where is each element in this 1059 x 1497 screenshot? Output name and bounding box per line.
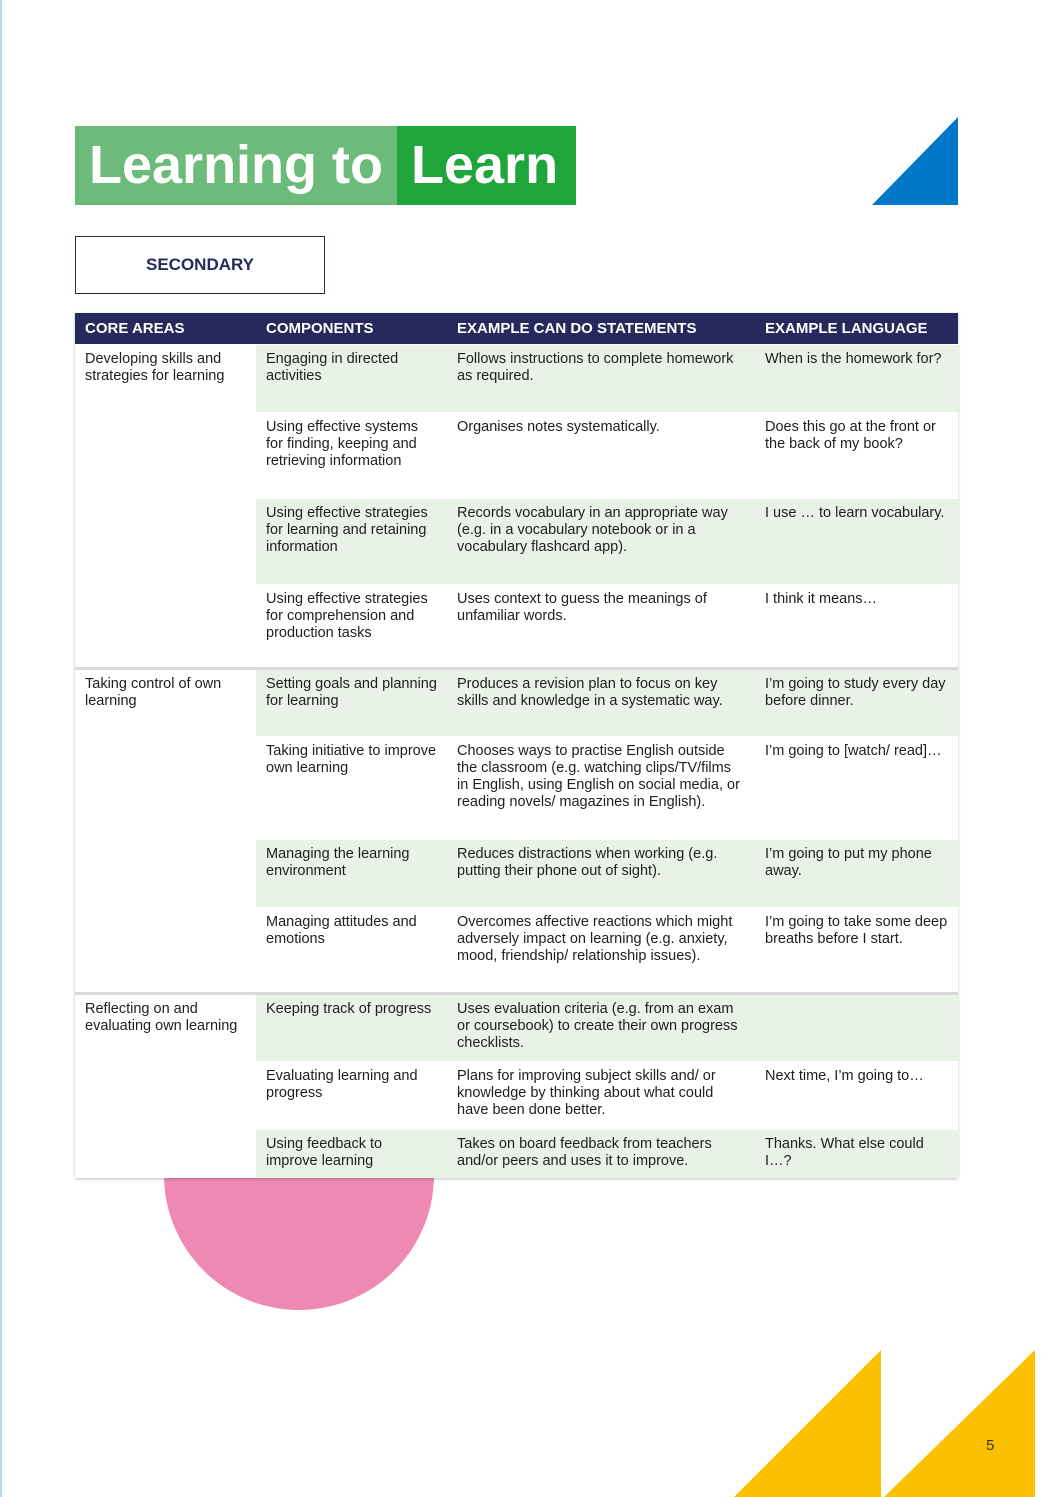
language-cell: I’m going to study every day before dinner.	[755, 669, 958, 737]
language-cell: I’m going to take some deep breaths before I start.	[755, 908, 958, 994]
statement-cell: Follows instructions to complete homework as required.	[447, 345, 755, 413]
header-components: COMPONENTS	[256, 313, 447, 345]
statement-cell: Uses context to guess the meanings of unfamiliar words.	[447, 585, 755, 669]
table-row	[75, 669, 958, 737]
core-area-cell: Taking control of own learning	[75, 669, 256, 994]
core-area-cell: Developing skills and strategies for learning	[75, 345, 256, 669]
language-cell: I’m going to [watch/ read]…	[755, 737, 958, 840]
blue-triangle-decoration	[872, 117, 958, 205]
component-cell: Setting goals and planning for learning	[256, 669, 447, 737]
header-core-areas: CORE AREAS	[75, 313, 256, 345]
statement-cell: Takes on board feedback from teachers and/or peers and uses it to improve.	[447, 1130, 755, 1178]
statement-cell: Produces a revision plan to focus on key skills and knowledge in a systematic way.	[447, 669, 755, 737]
table-row	[75, 994, 958, 1062]
core-area-cell: Reflecting on and evaluating own learning	[75, 994, 256, 1178]
language-cell: Thanks. What else could I…?	[755, 1130, 958, 1178]
component-cell: Keeping track of progress	[256, 994, 447, 1062]
component-cell: Using effective strategies for learning and retaining information	[256, 499, 447, 585]
statement-cell: Organises notes systematically.	[447, 413, 755, 499]
statement-cell: Reduces distractions when working (e.g. putting their phone out of sight).	[447, 840, 755, 908]
header-can-do-statements: EXAMPLE CAN DO STATEMENTS	[447, 313, 755, 345]
language-cell: Next time, I’m going to…	[755, 1062, 958, 1130]
yellow-triangles-decoration	[734, 1350, 1035, 1497]
component-cell: Managing attitudes and emotions	[256, 908, 447, 994]
page-edge-line	[0, 0, 2, 1497]
component-cell: Managing the learning environment	[256, 840, 447, 908]
language-cell: I use … to learn vocabulary.	[755, 499, 958, 585]
component-cell: Using effective strategies for comprehension and production tasks	[256, 585, 447, 669]
language-cell: When is the homework for?	[755, 345, 958, 413]
language-cell	[755, 994, 958, 1062]
component-cell: Taking initiative to improve own learning	[256, 737, 447, 840]
level-label: SECONDARY	[75, 236, 325, 294]
statement-cell: Chooses ways to practise English outside the classroom (e.g. watching clips/TV/films in English, using English on social media, or reading novels/ magazines in English).	[447, 737, 755, 840]
statement-cell: Plans for improving subject skills and/ or knowledge by thinking about what could have been done better.	[447, 1062, 755, 1130]
statement-cell: Uses evaluation criteria (e.g. from an exam or coursebook) to create their own progress checklists.	[447, 994, 755, 1062]
component-cell: Evaluating learning and progress	[256, 1062, 447, 1130]
language-cell: Does this go at the front or the back of my book?	[755, 413, 958, 499]
title-part-2: Learn	[397, 126, 576, 205]
can-do-table	[75, 313, 958, 1178]
title-part-1: Learning to	[75, 126, 397, 205]
component-cell: Engaging in directed activities	[256, 345, 447, 413]
component-cell: Using feedback to improve learning	[256, 1130, 447, 1178]
page-title	[75, 126, 576, 205]
header-example-language: EXAMPLE LANGUAGE	[755, 313, 958, 345]
statement-cell: Overcomes affective reactions which might adversely impact on learning (e.g. anxiety, mood, friendship/ relationship issues).	[447, 908, 755, 994]
page-number: 5	[986, 1437, 995, 1454]
language-cell: I’m going to put my phone away.	[755, 840, 958, 908]
table-row	[75, 345, 958, 413]
language-cell: I think it means…	[755, 585, 958, 669]
table-header-row	[75, 313, 958, 345]
statement-cell: Records vocabulary in an appropriate way (e.g. in a vocabulary notebook or in a vocabulary flashcard app).	[447, 499, 755, 585]
component-cell: Using effective systems for finding, keeping and retrieving information	[256, 413, 447, 499]
